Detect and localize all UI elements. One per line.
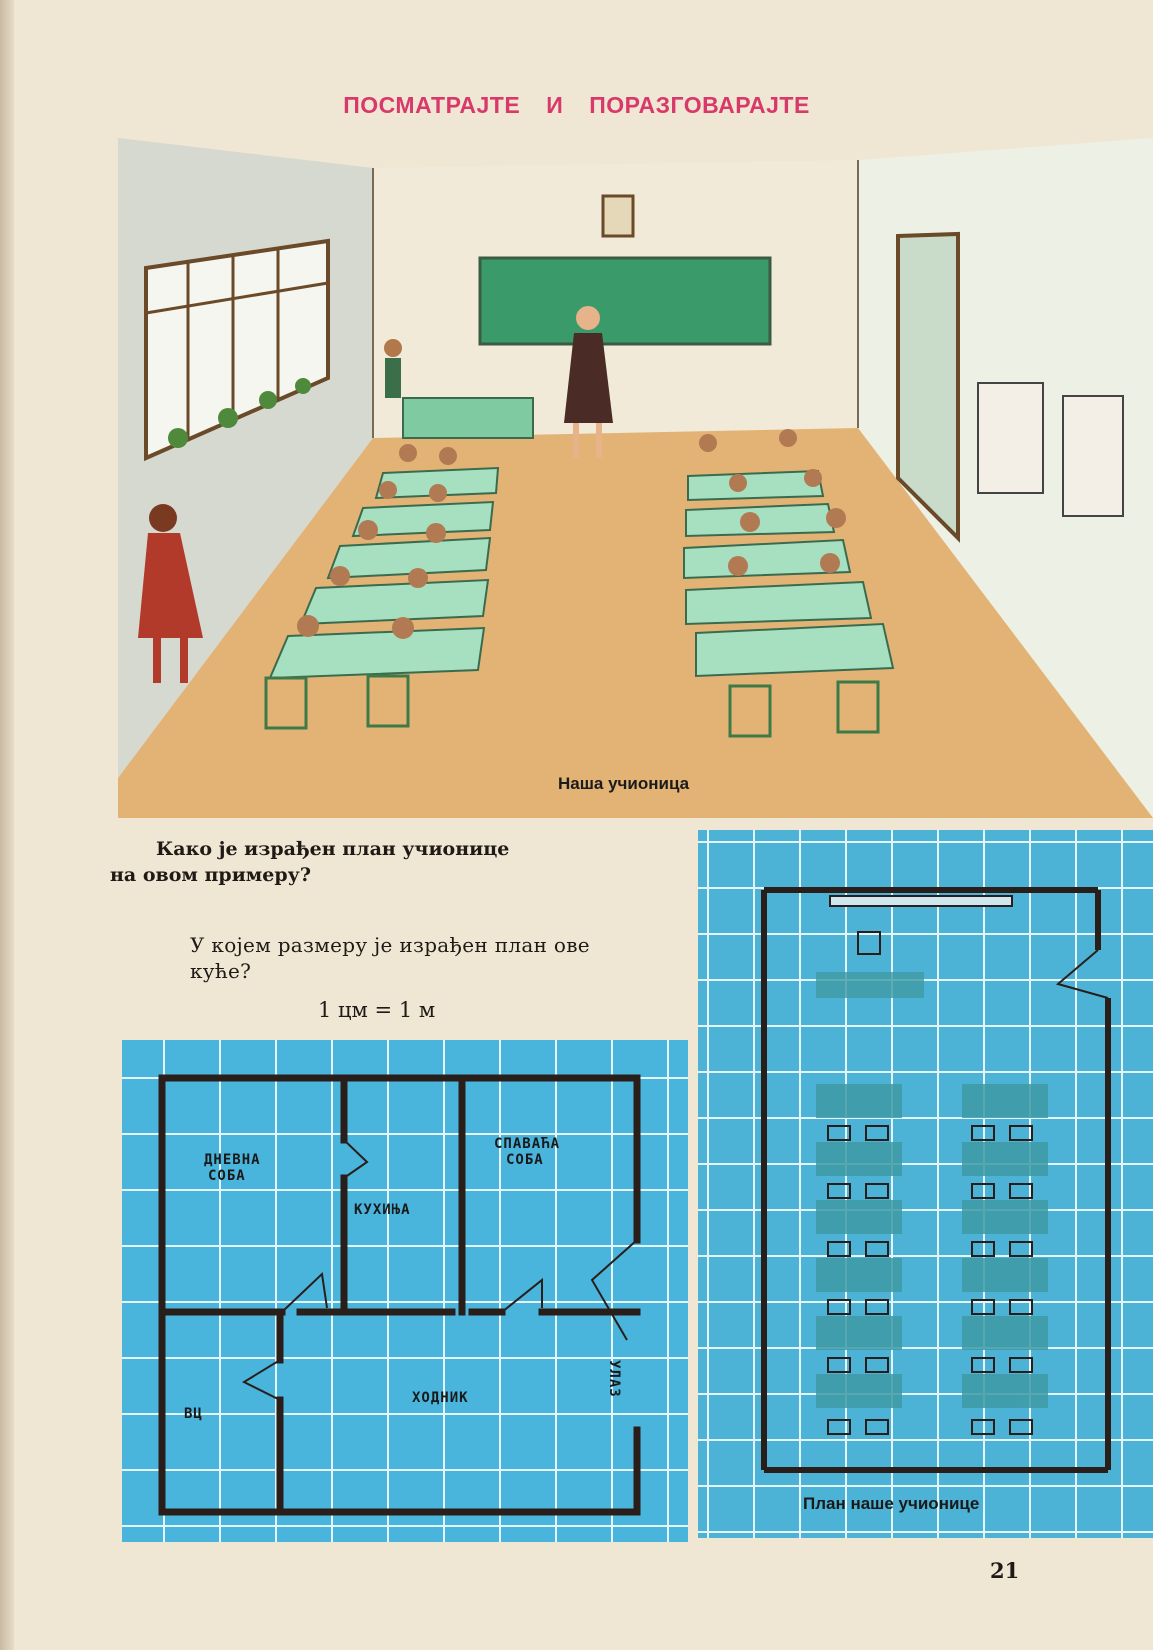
page-edge [0, 0, 14, 1650]
teacher-desk-plan [816, 972, 924, 998]
question-classroom-plan [110, 836, 580, 888]
room-label-line: ДНЕВНА [204, 1152, 261, 1168]
classroom-illustration [118, 138, 1153, 818]
hallway-label: ХОДНИК [412, 1390, 469, 1406]
entrance-label: УЛАЗ [606, 1360, 622, 1398]
bedroom-label [494, 1136, 560, 1168]
question-scale: У којем размеру је израђен план ове куће? [190, 933, 590, 983]
classroom-caption: Наша учионица [558, 774, 690, 793]
chalkboard-plan [830, 896, 1012, 906]
room-label-line: СПАВАЋА [494, 1136, 561, 1152]
classroom-plan [698, 830, 1153, 1538]
chalkboard [480, 258, 770, 344]
wc-label: ВЦ [184, 1406, 203, 1422]
classroom-plan-drawing [698, 830, 1153, 1538]
kitchen-label: КУХИЊА [354, 1202, 411, 1218]
classroom-plan-caption: План наше учионице [803, 1494, 980, 1513]
scale-text: 1 цм = 1 м [318, 998, 436, 1022]
room-label-line: СОБА [506, 1152, 544, 1168]
heading-word-3: ПОРАЗГОВАРАЈТЕ [589, 92, 810, 118]
heading-word-2: И [546, 92, 564, 118]
living-room-label [204, 1152, 261, 1184]
portrait [603, 196, 633, 236]
wall-map [978, 383, 1043, 493]
student-at-window [384, 339, 402, 398]
room-label-line: СОБА [208, 1168, 246, 1184]
question-line: на овом примеру? [110, 864, 311, 886]
classroom-drawing [118, 138, 1153, 818]
house-plan-drawing [122, 1040, 688, 1542]
page-number: 21 [990, 1558, 1020, 1583]
heading-word-1: ПОСМАТРАЈТЕ [343, 92, 521, 118]
teacher-desk [403, 398, 533, 438]
wall-map [1063, 396, 1123, 516]
teacher-chair-plan [858, 932, 880, 954]
house-plan [122, 1040, 688, 1542]
page-heading [0, 92, 1153, 119]
question-line: Како је израђен план учионице [156, 838, 510, 860]
